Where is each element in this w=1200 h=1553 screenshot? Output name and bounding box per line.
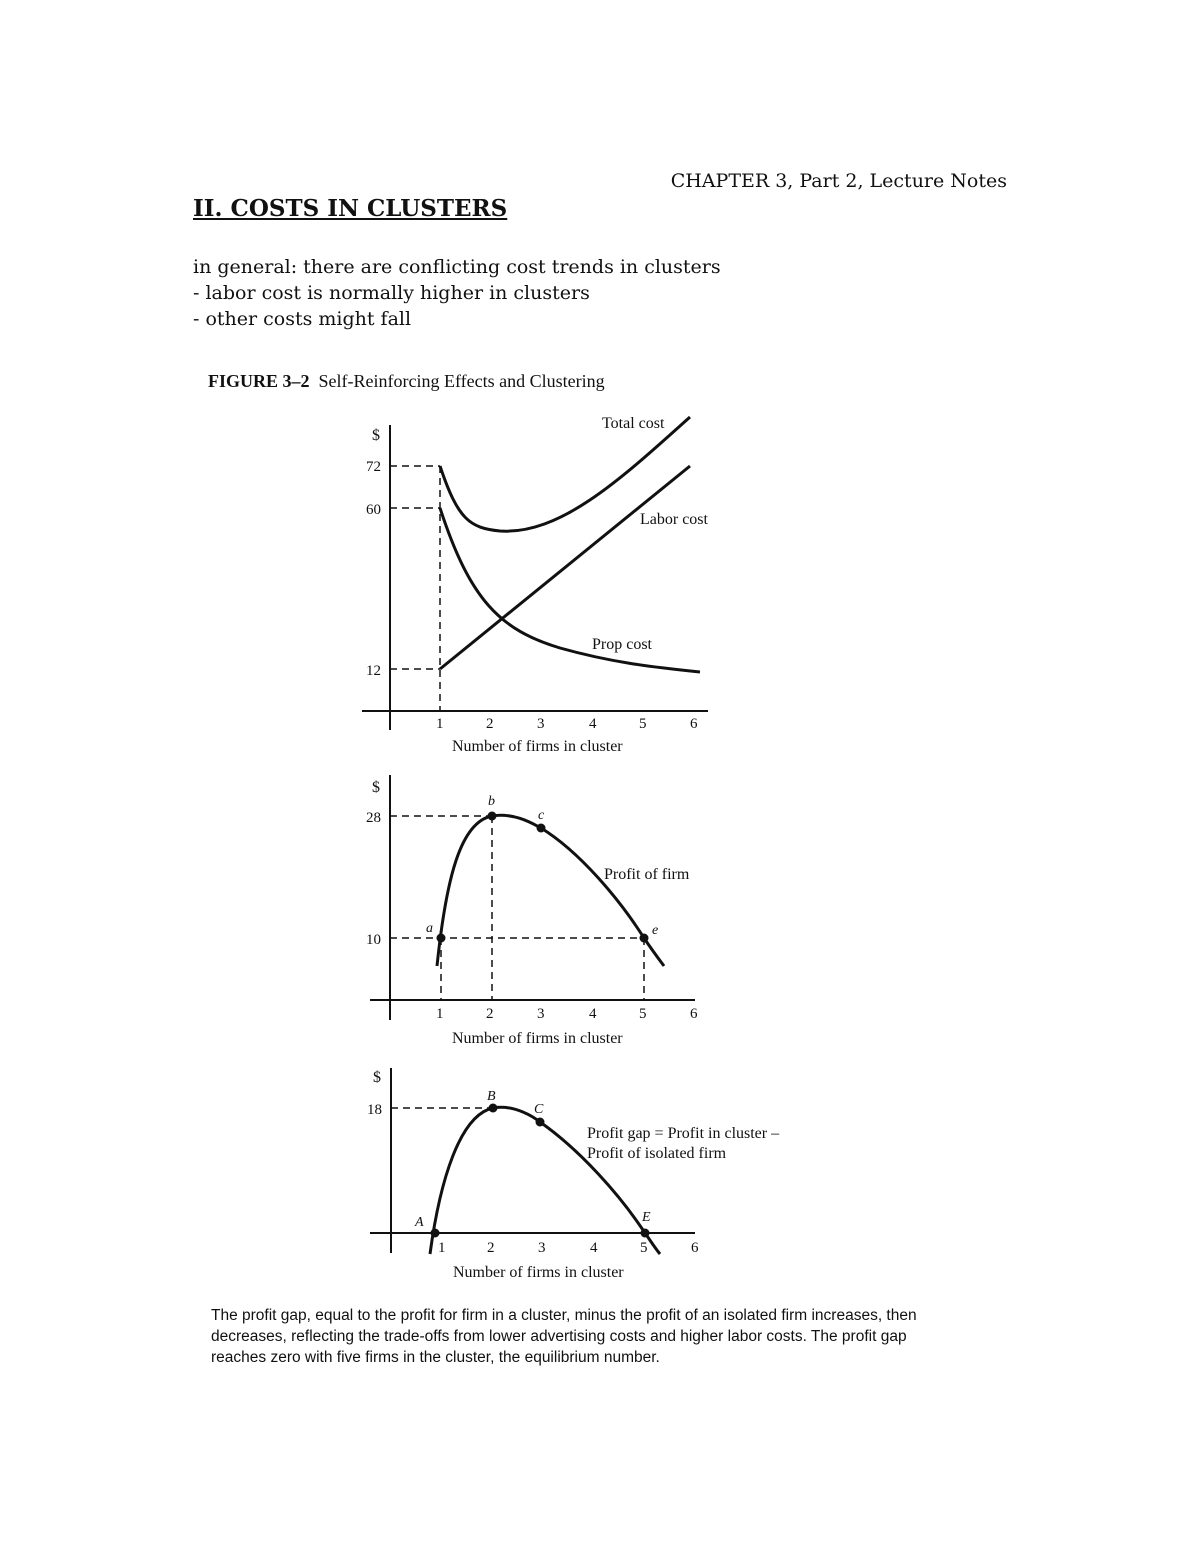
point-b-label: b (488, 794, 495, 809)
total-cost-label: Total cost (602, 415, 665, 432)
chart-profit-of-firm (366, 775, 698, 1047)
intro-line: in general: there are conflicting cost trends in clusters (193, 256, 721, 278)
chart1-xtick-6: 6 (690, 716, 698, 732)
chart3-xtick-1: 1 (438, 1240, 446, 1256)
chart3-y-label: $ (373, 1069, 381, 1086)
chart2-y-label: $ (372, 779, 380, 796)
point-e-label: e (652, 923, 659, 938)
chart2-xtick-5: 5 (639, 1006, 647, 1022)
chart2-xtick-6: 6 (690, 1006, 698, 1022)
chapter-header: CHAPTER 3, Part 2, Lecture Notes (670, 170, 1007, 192)
prop-cost-label: Prop cost (592, 636, 652, 653)
chart2-xtick-4: 4 (589, 1006, 597, 1022)
point-C (536, 1118, 545, 1127)
chart2-ytick-28: 28 (366, 810, 381, 826)
point-a-label: a (426, 921, 433, 936)
chart2-x-label: Number of firms in cluster (452, 1030, 623, 1047)
chart1-xtick-1: 1 (436, 716, 444, 732)
point-A (431, 1229, 440, 1238)
point-e (640, 934, 649, 943)
chart3-xtick-6: 6 (691, 1240, 699, 1256)
chart1-ytick-60: 60 (366, 502, 381, 518)
figure-caption: The profit gap, equal to the profit for firm in a cluster, minus the profit of an isolated firm increases, then decreases, reflecting the trade-offs from lower advertising costs and higher labor costs. The profit gap reaches zero with five firms in the cluster, the equilibrium number. (211, 1307, 917, 1366)
chart1-xtick-4: 4 (589, 716, 597, 732)
chart3-xtick-3: 3 (538, 1240, 546, 1256)
point-b (488, 812, 497, 821)
chart1-ytick-72: 72 (366, 459, 381, 475)
point-E (641, 1229, 650, 1238)
chart1-y-label: $ (372, 427, 380, 444)
chart2-xtick-2: 2 (486, 1006, 494, 1022)
profit-of-firm-label: Profit of firm (604, 866, 690, 883)
chart1-x-label: Number of firms in cluster (452, 738, 623, 755)
chart2-ytick-10: 10 (366, 932, 381, 948)
figure-number: FIGURE 3–2 (208, 371, 310, 391)
chart1-xtick-5: 5 (639, 716, 647, 732)
chart-profit-gap (367, 1068, 780, 1281)
chart1-xtick-3: 3 (537, 716, 545, 732)
figure-caption-title: Self-Reinforcing Effects and Clustering (318, 371, 605, 391)
labor-cost-label: Labor cost (640, 511, 708, 528)
chart-costs (362, 415, 709, 755)
profit-gap-label-line1: Profit gap = Profit in cluster – (587, 1125, 780, 1142)
chart3-xtick-5: 5 (640, 1240, 648, 1256)
section-title: II. COSTS IN CLUSTERS (193, 195, 508, 222)
labor-cost-line (440, 466, 690, 669)
point-C-label: C (534, 1102, 544, 1117)
profit-of-firm-curve (437, 815, 664, 966)
intro-line: - other costs might fall (193, 308, 412, 330)
point-c-label: c (538, 808, 545, 823)
prop-cost-curve (440, 508, 700, 672)
point-B-label: B (487, 1089, 496, 1104)
chart3-xtick-2: 2 (487, 1240, 495, 1256)
point-B (489, 1104, 498, 1113)
point-A-label: A (415, 1215, 424, 1230)
chart3-ytick-18: 18 (367, 1102, 382, 1118)
point-c (537, 824, 546, 833)
intro-line: - labor cost is normally higher in clusters (193, 282, 590, 304)
chart1-xtick-2: 2 (486, 716, 494, 732)
chart2-xtick-1: 1 (436, 1006, 444, 1022)
profit-gap-label-line2: Profit of isolated firm (587, 1145, 727, 1162)
chart1-ytick-12: 12 (366, 663, 381, 679)
chart2-xtick-3: 3 (537, 1006, 545, 1022)
point-E-label: E (642, 1210, 651, 1225)
chart3-x-label: Number of firms in cluster (453, 1264, 624, 1281)
chart3-xtick-4: 4 (590, 1240, 598, 1256)
point-a (437, 934, 446, 943)
